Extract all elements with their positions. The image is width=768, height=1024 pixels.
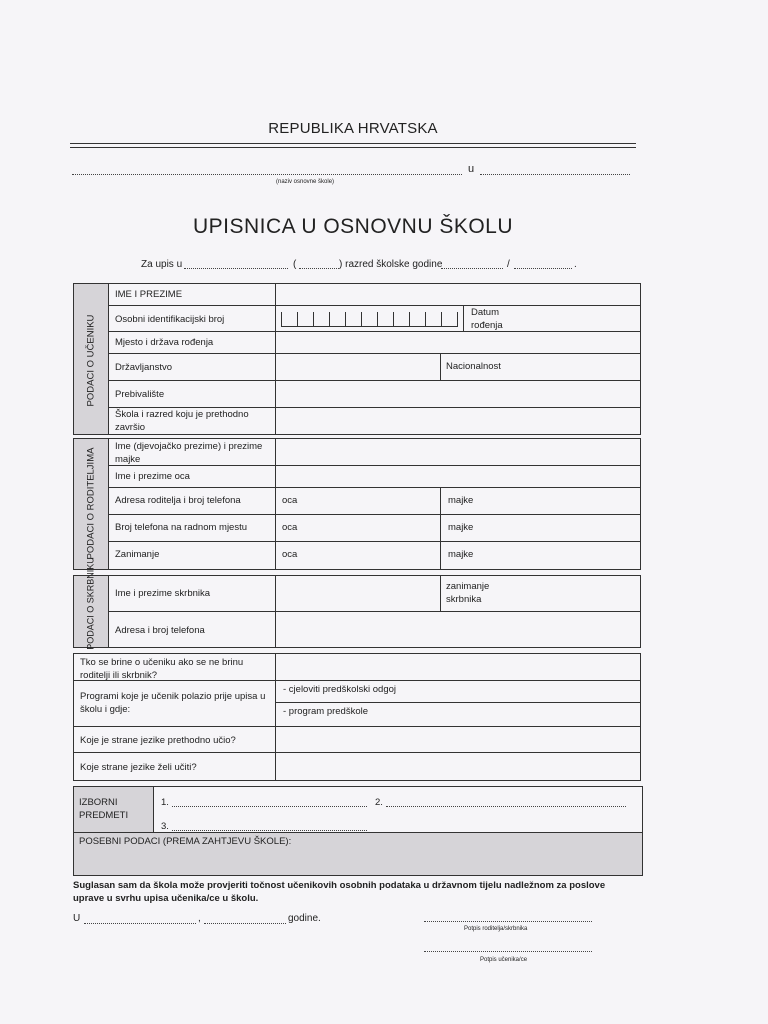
elective-3-field[interactable] [172,830,367,831]
footer-place-field[interactable] [84,923,196,924]
pupil-citizenship-label: Državljanstvo [115,362,173,373]
mother-occupation-label: majke [448,549,474,560]
elective-1-field[interactable] [172,806,367,807]
country-heading: REPUBLIKA HRVATSKA [268,120,438,137]
work-phone-label: Broj telefona na radnom mjestu [115,522,248,533]
school-place-field[interactable] [480,174,630,175]
mother-name-label: Ime (djevojačko prezime) i prezime majke [115,441,263,465]
occupation-label: Zanimanje [115,549,160,560]
parent-signature-field[interactable] [424,921,592,922]
footer-godine-label: godine. [288,913,321,924]
care-label: Tko se brine o učeniku ako se ne brinu roditelji ili skrbnik? [80,657,244,681]
mother-work-phone-label: majke [448,522,474,533]
pupil-name-label: IME I PREZIME [115,289,183,300]
u-label: u [468,163,475,175]
footer-u-label: U [73,913,81,924]
programs-label: Programi koje je učenik polazio prije upisa u školu i gdje: [80,691,266,715]
elective-3-num: 3. [161,821,169,832]
elective-1-num: 1. [161,797,169,808]
parent-signature-label: Potpis roditelja/skrbnika [464,926,528,932]
consent-text: Suglasan sam da škola može provjeriti točnost učenikovih osobnih podataka u državnom tijelu nadležnom za poslove uprave u svrhu upisa učenika/ce u školu. [73,880,606,904]
enroll-year-start-field[interactable] [441,268,503,269]
elective-2-num: 2. [375,797,383,808]
father-address-label: oca [282,495,298,506]
languages-want-label: Koje strane jezike želi učiti? [80,762,197,773]
enroll-slash: / [507,259,510,270]
electives-label: IZBORNI PREDMETI [79,797,129,821]
elective-2-field[interactable] [386,806,626,807]
page-title: UPISNICA U OSNOVNU ŠKOLU [192,215,514,238]
special-data-label: POSEBNI PODACI (PREMA ZAHTJEVU ŠKOLE): [79,836,292,847]
enroll-year-end-field[interactable] [514,268,572,269]
pupil-oib-label: Osobni identifikacijski broj [115,314,225,325]
pupil-birthplace-label: Mjesto i država rođenja [115,337,214,348]
footer-date-field[interactable] [204,923,286,924]
pupil-dob-label: Datum rođenja [471,307,503,331]
parents-address-label: Adresa roditelja i broj telefona [115,495,241,506]
pupil-signature-field[interactable] [424,951,592,952]
footer-comma: , [198,913,201,924]
father-occupation-label: oca [282,549,298,560]
guardian-name-label: Ime i prezime skrbnika [115,588,211,599]
program-2-label: - program predškole [283,706,369,717]
guardian-section-label: PODACI O SKRBNIKU [85,557,96,650]
enroll-label: Za upis u [141,259,183,270]
enroll-grade-field[interactable] [299,268,339,269]
father-work-phone-label: oca [282,522,298,533]
languages-prev-label: Koje je strane jezike prethodno učio? [80,735,236,746]
enroll-end: . [574,259,577,270]
enroll-grade-label: ) razred školske godine [339,259,443,270]
school-name-hint: (naziv osnovne škole) [276,179,335,185]
father-name-label: Ime i prezime oca [115,471,190,482]
pupil-signature-label: Potpis učenika/ce [480,957,528,963]
school-name-field[interactable] [72,174,462,175]
pupil-residence-label: Prebivalište [115,389,165,400]
guardian-address-label: Adresa i broj telefona [115,625,205,636]
enroll-school-field[interactable] [184,268,288,269]
header-divider-2 [70,147,636,148]
enroll-paren-open: ( [293,259,297,270]
mother-address-label: majke [448,495,474,506]
parents-section-label: PODACI O RODITELJIMA [85,447,97,560]
guardian-occupation-label: zanimanje skrbnika [446,581,490,605]
pupil-nationality-label: Nacionalnost [446,361,501,372]
pupil-prev-school-label: Škola i razred koju je prethodno završio [115,409,249,433]
oib-input-boxes[interactable] [281,312,458,327]
program-1-label: - cjeloviti predškolski odgoj [283,684,396,695]
pupil-section-label: PODACI O UČENIKU [85,314,97,407]
header-divider [70,143,636,144]
